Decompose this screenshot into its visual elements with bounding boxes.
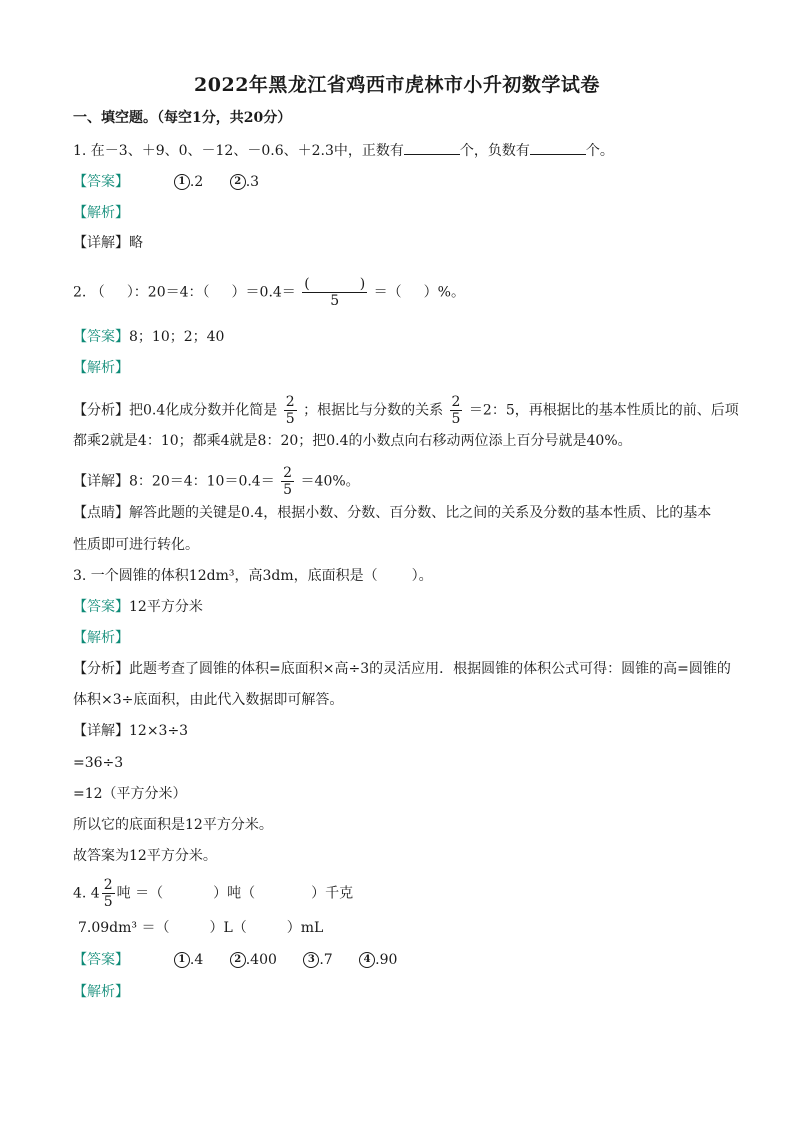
circled-number: 3 <box>303 952 319 968</box>
answer-value: .400 <box>245 952 277 968</box>
question-3-fenxi-line2: 体积×3÷底面积，由此代入数据即可解答。 <box>73 692 344 708</box>
fraction-denominator: 5 <box>330 293 340 309</box>
question-3-stem-end: ）。 <box>411 568 433 584</box>
answer-value: .4 <box>189 952 204 968</box>
fraction-numerator: 2 <box>283 465 293 481</box>
detail-tag: 【详解】 <box>73 235 129 251</box>
question-4-stem: ）吨（ <box>213 885 256 902</box>
detail-text: ＝40%。 <box>300 473 360 490</box>
question-1-detail <box>73 233 143 253</box>
final-answer: 故答案为12平方分米。 <box>73 848 217 864</box>
question-2-dianjing <box>73 503 711 523</box>
question-2-part: 2. （ <box>73 284 105 301</box>
fraction-denominator: 5 <box>285 411 295 427</box>
answer-value: .90 <box>375 952 398 968</box>
question-1 <box>73 141 614 161</box>
question-2-fenxi-line2: 都乘2就是4：10；都乘4就是8：20；把0.4的小数点向右移动两位添上百分号就是40%。 <box>73 433 632 449</box>
fenxi-text: 把0.4化成分数并化简是 <box>129 402 278 419</box>
section-heading: 一、填空题。（每空1分，共20分） <box>73 110 292 126</box>
analysis-tag: 【解析】 <box>73 630 129 646</box>
dianjing-tag: 【点睛】 <box>73 505 129 521</box>
question-2-part: ）＝0.4＝ <box>231 284 296 301</box>
answer-value: .7 <box>319 952 333 968</box>
circled-number: 2 <box>230 174 246 190</box>
fraction-denominator: 5 <box>103 894 113 910</box>
circled-number: 1 <box>174 952 190 968</box>
page-title: 2022年黑龙江省鸡西市虎林市小升初数学试卷 <box>194 74 600 96</box>
question-2-detail <box>73 465 360 498</box>
detail-text: 略 <box>129 235 143 251</box>
fraction <box>281 465 294 498</box>
fraction <box>102 877 115 910</box>
dianjing-text: 解答此题的关键是0.4，根据小数、分数、百分数、比之间的关系及分数的基本性质、比的基本 <box>129 505 712 521</box>
question-2-fenxi <box>73 394 739 427</box>
detail-text: 12×3÷3 <box>129 723 189 739</box>
fraction-numerator: 2 <box>451 394 461 410</box>
question-4-line2 <box>78 918 323 938</box>
question-3-stem: 3. 一个圆锥的体积12dm³，高3dm，底面积是（ <box>73 568 378 584</box>
answer-text: 12平方分米 <box>129 599 203 615</box>
answer-value: .3 <box>245 174 260 190</box>
circled-number: 4 <box>359 952 375 968</box>
analysis-tag: 【解析】 <box>73 984 129 1000</box>
question-4-stem: ）mL <box>286 920 324 936</box>
answer-tag: 【答案】 <box>73 952 129 968</box>
fraction-numerator: 2 <box>285 394 295 410</box>
fraction-paren: ) <box>359 276 366 292</box>
question-3-detail <box>73 721 188 741</box>
question-4 <box>73 877 353 910</box>
question-1-stem: 1. 在－3、＋9、0、－12、－0.6、＋2.3中，正数有 <box>73 143 404 159</box>
detail-tag: 【详解】 <box>73 723 129 739</box>
question-3-fenxi <box>73 659 731 679</box>
question-1-stem-mid: 个，负数有 <box>459 143 530 159</box>
question-1-answer <box>73 172 281 192</box>
fraction <box>450 394 463 427</box>
answer-blank <box>404 154 460 155</box>
calc-step-2: =12（平方分米） <box>73 786 187 802</box>
question-2-part: ）%。 <box>423 284 465 301</box>
fraction-denominator: 5 <box>451 411 461 427</box>
question-4-answer <box>73 950 419 970</box>
question-4-stem: ）L（ <box>209 920 247 936</box>
analysis-tag: 【解析】 <box>73 360 129 376</box>
question-2 <box>73 276 465 309</box>
fraction-numerator: 2 <box>103 877 113 893</box>
question-2-part: ）：20＝4：（ <box>126 284 210 301</box>
fraction-denominator: 5 <box>283 482 293 498</box>
question-3 <box>73 566 433 586</box>
fenxi-text: ＝2：5，再根据比的基本性质比的前、后项 <box>468 402 739 419</box>
detail-text: 8：20＝4：10＝0.4＝ <box>129 473 275 490</box>
answer-blank <box>530 154 586 155</box>
question-4-prefix: 4. 4 <box>73 885 100 902</box>
question-4-stem: ）千克 <box>311 885 354 902</box>
question-2-answer <box>73 327 224 347</box>
circled-number: 1 <box>174 174 190 190</box>
question-2-part: ＝（ <box>373 284 402 301</box>
fraction <box>284 394 297 427</box>
answer-tag: 【答案】 <box>73 174 129 190</box>
question-1-stem-end: 个。 <box>585 143 614 159</box>
question-2-dianjing-line2: 性质即可进行转化。 <box>73 537 199 553</box>
conclusion: 所以它的底面积是12平方分米。 <box>73 817 273 833</box>
answer-value: .2 <box>189 174 204 190</box>
analysis-tag: 【解析】 <box>73 205 129 221</box>
question-4-stem: 7.09dm³ ＝（ <box>78 920 170 936</box>
fenxi-text: ；根据比与分数的关系 <box>303 402 444 419</box>
calc-step-1: =36÷3 <box>73 755 124 771</box>
answer-tag: 【答案】 <box>73 599 129 615</box>
fraction-paren: ( <box>304 276 310 292</box>
question-3-answer <box>73 597 203 617</box>
fraction <box>302 276 367 309</box>
detail-tag: 【详解】 <box>73 473 129 490</box>
circled-number: 2 <box>230 952 246 968</box>
answer-text: 8；10；2；40 <box>129 329 225 345</box>
question-4-stem: 吨 ＝（ <box>116 885 164 902</box>
fenxi-text: 此题考查了圆锥的体积=底面积×高÷3的灵活应用．根据圆锥的体积公式可得：圆锥的高=圆锥的 <box>129 661 731 677</box>
fenxi-tag: 【分析】 <box>73 402 129 419</box>
fenxi-tag: 【分析】 <box>73 661 129 677</box>
answer-tag: 【答案】 <box>73 329 129 345</box>
